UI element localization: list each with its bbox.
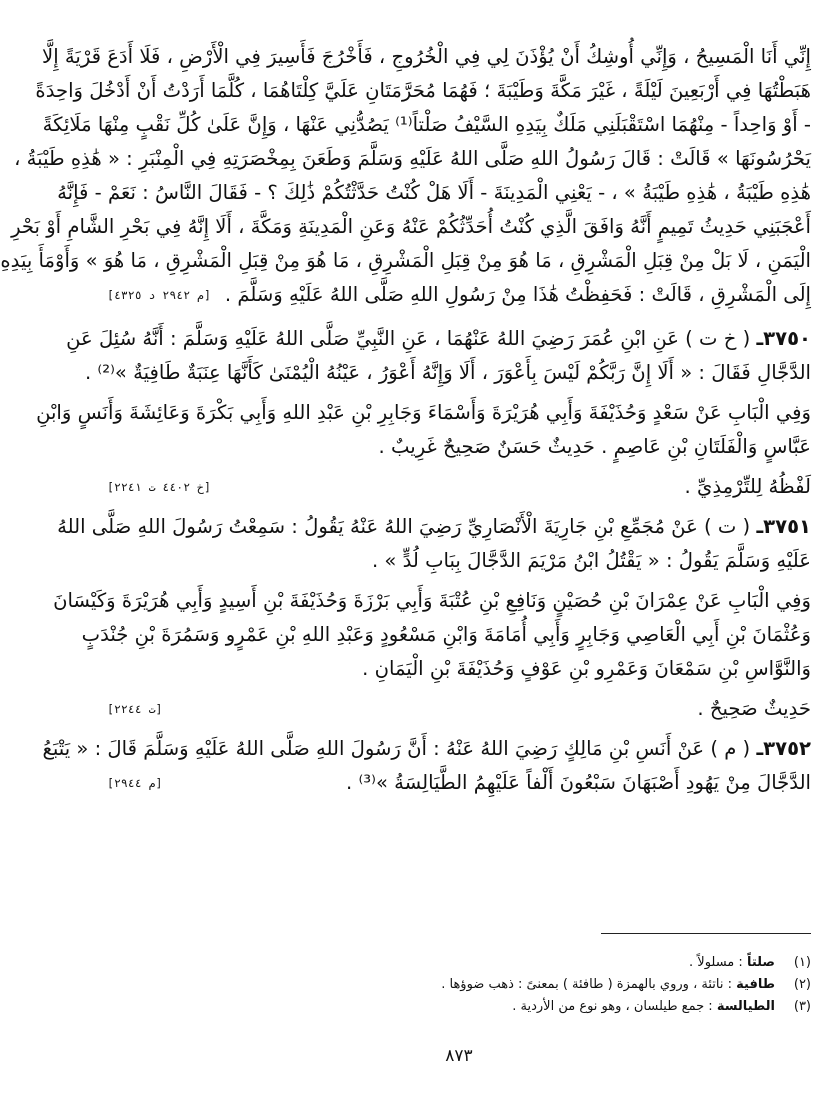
line-text: إِلَى الْمَشْرِقِ ، قَالَتْ : فَحَفِظْتُ هَٰذَا مِنْ رَسُولِ اللهِ صَلَّى اللهُ عَلَيْهِ وَسَلَّمَ . (224, 283, 811, 306)
bab-line (36, 396, 811, 430)
footnote (107, 974, 811, 996)
hadith-number: ٣٧٥١ـ (756, 515, 811, 538)
text-line (0, 244, 811, 278)
footnote-number: (٢) (793, 977, 811, 992)
line-text: ( م ) عَنْ أَنَسِ بْنِ مَالِكٍ رَضِيَ اللهُ عَنْهُ : أَنَّ رَسُولَ اللهِ صَلَّى اللهُ عَلَيْهِ وَسَلَّمَ قَالَ : « يَتْبَعُ (42, 737, 751, 760)
line-text: - أَوْ وَاحِداً - مِنْهُمَا اسْتَقْبَلَنِي مَلَكٌ بِيَدِهِ السَّيْفُ صَلْتاً⁽¹⁾ يَصُدُّنِي عَنْهَا ، وَإِنَّ عَلَىٰ كُلِّ نَقْبٍ مِنْهَا مَلَائِكَةً (42, 113, 811, 136)
text-line (107, 278, 811, 312)
page-body (0, 40, 811, 800)
footnote (107, 996, 811, 1018)
footnote-text: : ناتئة ، وروي بالهمزة ( طافئة ) بمعنىً : ذهب ضوؤها . (441, 977, 733, 992)
line-text: لَفْظُهُ لِلتِّرْمِذِيِّ . (684, 475, 811, 498)
bab-line (107, 652, 811, 686)
source-reference: [ت ٢٢٤٤] (107, 702, 163, 716)
footnote (107, 952, 811, 974)
hadith-3752-line (107, 766, 811, 800)
lafz-line (107, 470, 811, 504)
line-text: هَٰذِهِ طَيْبَةُ ، هَٰذِهِ طَيْبَةُ » ، - يَعْنِي الْمَدِينَةَ - أَلَا هَلْ كُنْتُ حَدَّثْتُكُمْ ذَٰلِكَ ؟ - فَقَالَ النَّاسُ : نَعَمْ - فَإِنَّهُ (57, 181, 811, 204)
footnote-divider (601, 933, 811, 934)
footnote-text: : جمع طيلسان ، وهو نوع من الأردية . (512, 999, 713, 1014)
line-text: إِنِّي أَنَا الْمَسِيحُ ، وَإِنِّي أُوشِكُ أَنْ يُؤْذَنَ لِي فِي الْخُرُوجِ ، فَأَخْرُجَ فَأَسِيرَ فِي الْأَرْضِ ، فَلَا أَدَعَ قَرْيَةً إِلَّا (42, 45, 811, 68)
line-text: وَفِي الْبَابِ عَنْ سَعْدٍ وَحُذَيْفَةَ وَأَبِي هُرَيْرَةَ وَأَسْمَاءَ وَجَابِرِ بْنِ عَبْدِ اللهِ وَأَبِي بَكْرَةَ وَعَائِشَةَ وَأَنَسٍ وَابْنِ (36, 401, 811, 424)
footnote-number: (٣) (793, 999, 811, 1014)
verdict-line (107, 692, 811, 726)
hadith-3750-line (84, 356, 811, 390)
hadith-3752-line (42, 732, 811, 766)
text-line (42, 40, 811, 74)
line-text: الدَّجَّالِ فَقَالَ : « أَلَا إِنَّ رَبَّكُمْ لَيْسَ بِأَعْوَرَ ، أَلَا وَإِنَّهُ أَعْوَرُ ، عَيْنُهُ الْيُمْنَىٰ كَأَنَّهَا عِنَبَةٌ طَافِيَةٌ »⁽²⁾ . (84, 361, 811, 384)
bab-line (53, 584, 811, 618)
line-text: وَعُثْمَانَ بْنِ أَبِي الْعَاصِي وَجَابِرٍ وَأَبِي أُمَامَةَ وَابْنِ مَسْعُودٍ وَعَبْدِ اللهِ بْنِ عَمْرٍو وَسَمُرَةَ بْنِ جُنْدَبٍ (81, 623, 811, 646)
source-reference: [خ ٤٤٠٢ ت ٢٢٤١] (107, 480, 211, 494)
source-reference: [م ٢٩٤٤] (107, 776, 163, 790)
bab-line (107, 430, 811, 464)
line-text: هَبَطْتُهَا فِي أَرْبَعِينَ لَيْلَةً ، غَيْرَ مَكَّةَ وَطَيْبَةَ ؛ فَهُمَا مُحَرَّمَتَانِ عَلَيَّ كِلْتَاهُمَا ، كُلَّمَا أَرَدْتُ أَنْ أَدْخُلَ وَاحِدَةً (35, 79, 811, 102)
footnote-term: الطيالسة (716, 999, 775, 1014)
source-reference: [م ٢٩٤٢ د ٤٣٢٥] (107, 288, 211, 302)
hadith-3751-line (107, 544, 811, 578)
footnote-term: صلتاً (746, 955, 775, 970)
footnotes (107, 952, 811, 1018)
line-text: أَعْجَبَنِي حَدِيثُ تَمِيمٍ أَنَّهُ وَافَقَ الَّذِي كُنْتُ أُحَدِّثُكُمْ عَنْهُ وَعَنِ الْمَدِينَةِ وَمَكَّةَ ، أَلَا إِنَّهُ فِي بَحْرِ الشَّامِ أَوْ بَحْرِ (11, 215, 811, 238)
footnote-term: طافية (736, 977, 775, 992)
line-text: يَحْرُسُونَهَا » قَالَتْ : قَالَ رَسُولُ اللهِ صَلَّى اللهُ عَلَيْهِ وَسَلَّمَ وَطَعَنَ بِمِخْصَرَتِهِ فِي الْمِنْبَرِ : « هَٰذِهِ طَيْبَةُ ، (14, 147, 811, 170)
hadith-3750-line (66, 322, 811, 356)
hadith-3751-line (57, 510, 811, 544)
footnote-text: : مسلولاً . (689, 955, 743, 970)
line-text: ( ت ) عَنْ مُجَمِّعِ بْنِ جَارِيَةَ الْأَنْصَارِيِّ رَضِيَ اللهُ عَنْهُ يَقُولُ : سَمِعْتُ رَسُولَ اللهِ صَلَّى اللهُ (57, 515, 751, 538)
text-line (42, 108, 811, 142)
bab-line (81, 618, 811, 652)
page-number: ٨٧٣ (445, 1046, 473, 1066)
line-text: الدَّجَّالَ مِنْ يَهُودِ أَصْبَهَانَ سَبْعُونَ أَلْفاً عَلَيْهِمُ الطَّيَالِسَةُ »⁽³⁾ . (346, 771, 811, 794)
footnote-number: (١) (793, 955, 811, 970)
line-text: وَفِي الْبَابِ عَنْ عِمْرَانَ بْنِ حُصَيْنٍ وَنَافِعِ بْنِ عُتْبَةَ وَأَبِي بَرْزَةَ وَحُذَيْفَةَ بْنِ أَسِيدٍ وَأَبِي هُرَيْرَةَ وَكَيْسَانَ (53, 589, 811, 612)
hadith-number: ٣٧٥٢ـ (756, 737, 811, 760)
hadith-number: ٣٧٥٠ـ (756, 327, 811, 350)
text-line (57, 176, 811, 210)
text-line (35, 74, 811, 108)
line-text: وَالنَّوَّاسِ بْنِ سَمْعَانَ وَعَمْرِو بْنِ عَوْفٍ وَحُذَيْفَةَ بْنِ الْيَمَانِ . (362, 657, 811, 680)
text-line (11, 210, 811, 244)
line-text: عَبَّاسٍ وَالْفَلَتَانِ بْنِ عَاصِمٍ . حَدِيثٌ حَسَنٌ صَحِيحٌ غَرِيبٌ . (378, 435, 811, 458)
line-text: حَدِيثٌ صَحِيحٌ . (697, 697, 811, 720)
text-line (14, 142, 811, 176)
line-text: ( خ ت ) عَنِ ابْنِ عُمَرَ رَضِيَ اللهُ عَنْهُمَا ، عَنِ النَّبِيِّ صَلَّى اللهُ عَلَيْهِ وَسَلَّمَ : أَنَّهُ سُئِلَ عَنِ (66, 327, 751, 350)
line-text: عَلَيْهِ وَسَلَّمَ يَقُولُ : « يَقْتُلُ ابْنُ مَرْيَمَ الدَّجَّالَ بِبَابِ لُدٍّ » . (371, 549, 811, 572)
line-text: الْيَمَنِ ، لَا بَلْ مِنْ قِبَلِ الْمَشْرِقِ ، مَا هُوَ مِنْ قِبَلِ الْمَشْرِقِ ، مَا هُوَ مِنْ قِبَلِ الْمَشْرِقِ ، مَا هُوَ » وَأَوْمَأَ بِيَدِهِ (0, 249, 811, 272)
